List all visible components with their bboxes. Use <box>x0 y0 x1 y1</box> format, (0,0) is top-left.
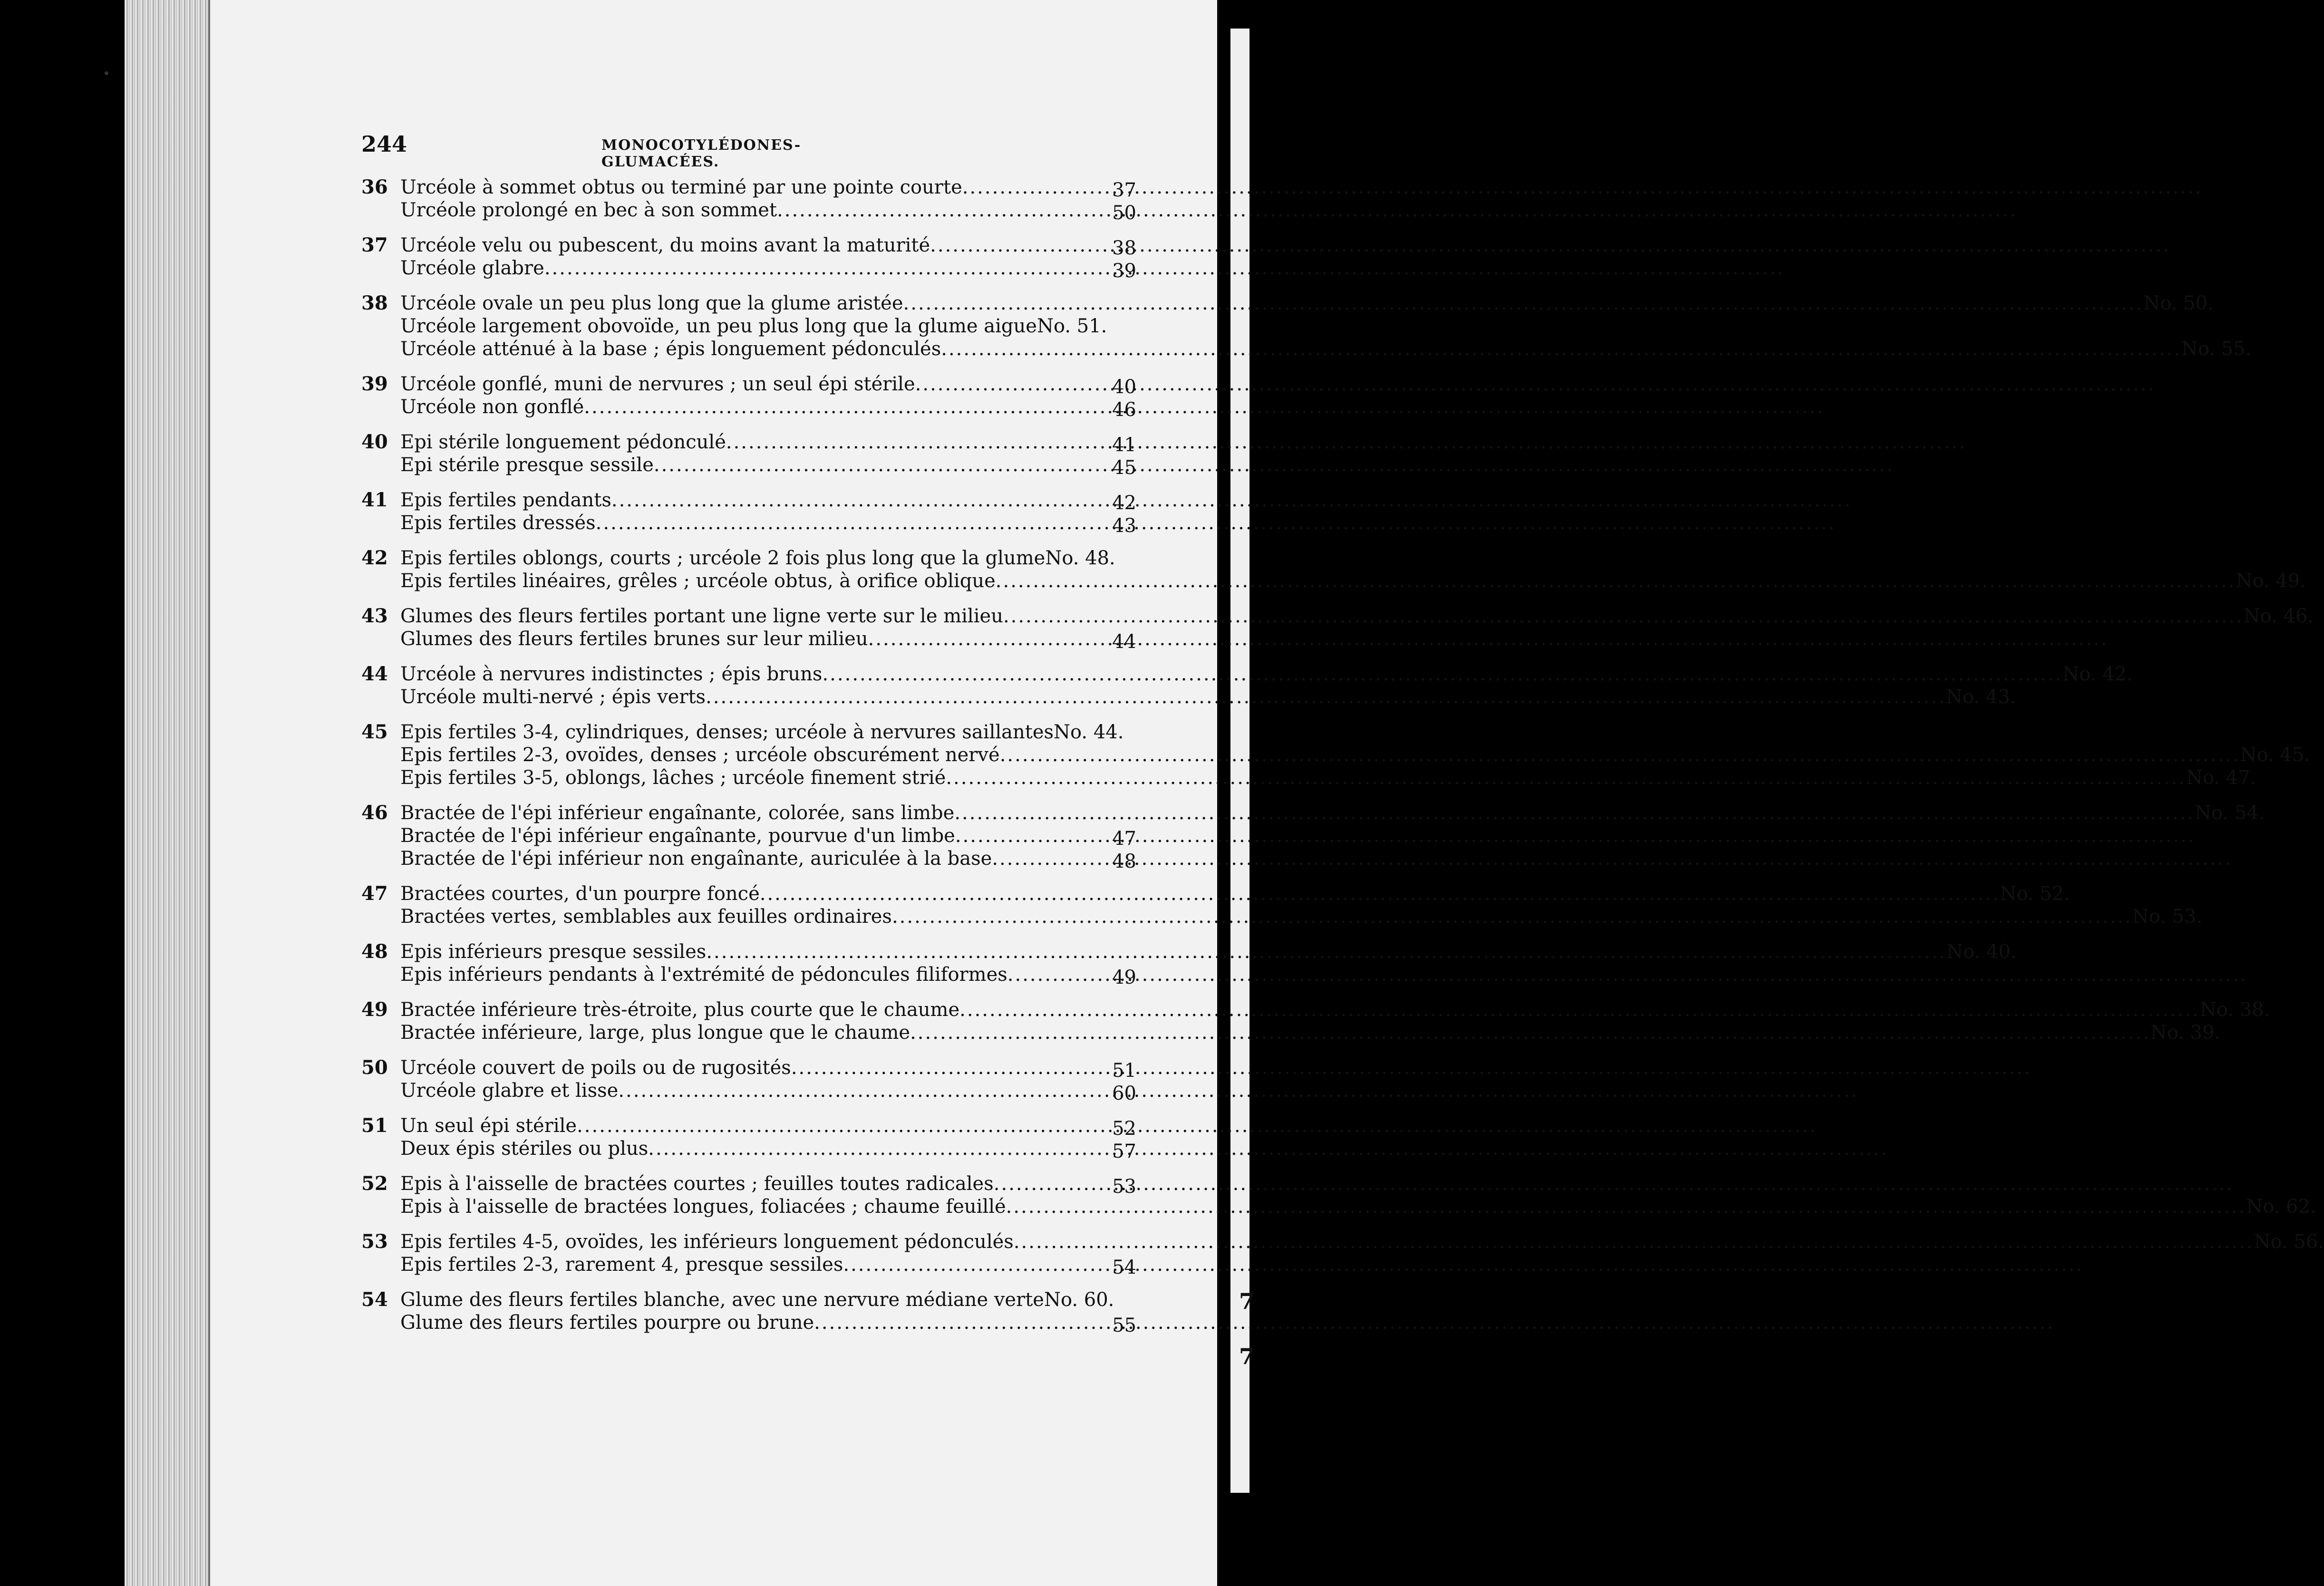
key-line <box>361 824 1136 850</box>
key-description: Epis inférieurs pendants à l'extrémité de pédoncules filiformes <box>400 964 1007 986</box>
couplet-number: 44 <box>361 663 388 685</box>
goto-couplet-number: 40 <box>1112 376 1136 398</box>
species-reference: No. 56. <box>2254 1231 2324 1253</box>
key-line-text <box>400 489 1103 512</box>
key-line <box>361 686 2016 708</box>
identification-key <box>361 176 2324 1346</box>
species-reference: No. 53. <box>2132 906 2203 928</box>
key-line-text <box>400 454 1103 476</box>
key-line-text <box>400 1172 1103 1195</box>
key-couplet <box>361 802 2265 872</box>
key-line-text <box>400 663 2133 686</box>
key-line-text <box>400 847 1103 870</box>
couplet-number: 40 <box>361 431 388 453</box>
dot-leader <box>814 1311 2054 1334</box>
dot-leader <box>654 454 1894 476</box>
key-line <box>361 766 2256 789</box>
dot-leader <box>1014 1230 2254 1253</box>
key-description: Epis à l'aisselle de bractées courtes ; feuilles toutes radicales <box>400 1173 994 1195</box>
key-description: Epis fertiles 2-3, ovoïdes, denses ; urcéole obscurément nervé <box>400 744 1000 766</box>
facing-page-number: 7 <box>1239 1344 1255 1369</box>
key-line <box>361 628 1136 653</box>
running-title: MONOCOTYLÉDONES-GLUMACÉES. <box>601 137 802 170</box>
species-reference: No. 54. <box>2195 802 2265 824</box>
dot-leader <box>903 292 2144 315</box>
key-line-text <box>400 1021 2221 1044</box>
key-couplet <box>361 489 1136 537</box>
key-description: Bractée de l'épi inférieur engaînante, colorée, sans limbe <box>400 802 955 824</box>
key-line-text <box>400 963 1103 986</box>
dot-leader <box>941 338 2181 360</box>
key-line-text <box>400 1253 1103 1276</box>
key-description: Epis fertiles 4-5, ovoïdes, les inférieurs longuement pédonculés <box>400 1231 1014 1253</box>
page-header <box>361 131 913 170</box>
key-line <box>361 963 1136 986</box>
key-couplet <box>361 940 2017 988</box>
goto-couplet-number: 47 <box>1112 828 1136 850</box>
key-line-text <box>400 605 2314 628</box>
key-description: Urcéole non gonflé <box>400 396 584 418</box>
couplet-number: 42 <box>361 547 388 569</box>
goto-couplet-number: 42 <box>1112 492 1136 514</box>
key-description: Epis inférieurs presque sessiles <box>400 941 707 963</box>
dot-leader <box>760 882 2000 905</box>
couplet-number: 53 <box>361 1230 388 1253</box>
key-description: Glume des fleurs fertiles blanche, avec une nervure médiane verte <box>400 1289 1044 1311</box>
dot-leader <box>1006 1195 2247 1218</box>
key-couplet <box>361 234 1136 280</box>
dust-speck <box>105 71 108 75</box>
couplet-number: 39 <box>361 373 388 395</box>
key-couplet <box>361 663 2133 708</box>
key-line <box>361 373 1136 396</box>
key-line-text <box>400 1056 1103 1079</box>
dot-leader <box>777 199 2017 222</box>
dot-leader <box>868 628 2109 650</box>
species-reference: No. 52. <box>2000 883 2070 905</box>
goto-couplet-number: 55 <box>1112 1315 1136 1336</box>
couplet-number: 47 <box>361 882 388 905</box>
dot-leader <box>843 1253 2083 1276</box>
key-line-text <box>400 1230 2324 1253</box>
couplet-number: 37 <box>361 234 388 256</box>
key-line <box>361 512 1136 537</box>
dot-leader <box>954 802 2195 824</box>
species-reference: No. 48. <box>1045 547 1115 569</box>
dot-leader <box>955 824 2196 847</box>
key-couplet <box>361 605 2314 653</box>
key-couplet <box>361 1230 2324 1278</box>
key-description: Urcéole multi-nervé ; épis verts <box>400 686 706 708</box>
key-description: Bractée inférieure très-étroite, plus courte que le chaume <box>400 999 960 1021</box>
key-description: Epis fertiles oblongs, courts ; urcéole 2 fois plus long que la glume <box>400 547 1046 569</box>
key-line <box>361 1172 1136 1198</box>
couplet-number: 46 <box>361 802 388 824</box>
goto-couplet-number: 39 <box>1112 260 1136 282</box>
key-line-text <box>400 547 1115 570</box>
key-description: Epi stérile presque sessile <box>400 454 654 476</box>
key-line-text <box>400 1079 1103 1102</box>
key-description: Urcéole largement obovoïde, un peu plus long que la glume aigue <box>400 315 1037 337</box>
couplet-number: 52 <box>361 1172 388 1195</box>
goto-couplet-number: 52 <box>1112 1118 1136 1140</box>
dot-leader <box>1003 605 2244 628</box>
key-couplet <box>361 1288 1136 1334</box>
key-line-text <box>400 176 1103 199</box>
key-line-text <box>400 802 2265 824</box>
couplet-number: 45 <box>361 721 388 743</box>
key-description: Urcéole prolongé en bec à son sommet <box>400 199 777 221</box>
dot-leader <box>996 570 2236 592</box>
species-reference: No. 60. <box>1044 1289 1114 1311</box>
species-reference: No. 50. <box>2143 292 2214 314</box>
dot-leader <box>892 905 2132 928</box>
key-line-text <box>400 940 2017 963</box>
key-line-text <box>400 1195 2316 1218</box>
key-line <box>361 847 1136 870</box>
couplet-number: 43 <box>361 605 388 627</box>
dot-leader <box>726 431 1966 454</box>
species-reference: No. 42. <box>2063 663 2133 685</box>
couplet-number: 38 <box>361 292 388 314</box>
couplet-number: 36 <box>361 176 388 198</box>
key-line-text <box>400 199 1103 222</box>
key-description: Urcéole couvert de poils ou de rugosités <box>400 1057 791 1079</box>
goto-couplet-number: 53 <box>1112 1176 1136 1198</box>
key-couplet <box>361 373 1136 421</box>
dot-leader <box>577 1114 1817 1137</box>
couplet-number: 51 <box>361 1114 388 1137</box>
dot-leader <box>994 1172 2234 1195</box>
key-line-text <box>400 1137 1103 1160</box>
key-line-text <box>400 998 2270 1021</box>
key-line <box>361 721 1136 744</box>
key-description: Epis à l'aisselle de bractées longues, foliacées ; chaume feuillé <box>400 1196 1006 1218</box>
goto-couplet-number: 38 <box>1112 237 1136 259</box>
couplet-number: 48 <box>361 940 388 963</box>
key-line-text <box>400 686 2016 708</box>
goto-couplet-number: 60 <box>1112 1083 1136 1104</box>
dot-leader <box>706 940 1946 963</box>
species-reference: No. 40. <box>1946 941 2017 963</box>
key-couplet <box>361 1114 1136 1160</box>
key-line-text <box>400 882 2070 905</box>
dot-leader <box>596 512 1836 534</box>
key-description: Epis fertiles 2-3, rarement 4, presque sessiles <box>400 1254 843 1276</box>
key-description: Glumes des fleurs fertiles brunes sur leur milieu <box>400 628 868 650</box>
key-description: Urcéole velu ou pubescent, du moins avant la maturité <box>400 234 930 256</box>
key-line <box>361 454 1136 479</box>
dot-leader <box>946 766 2186 789</box>
key-line-text <box>400 396 1103 418</box>
key-line <box>361 315 1136 338</box>
key-line-text <box>400 1288 1114 1311</box>
key-couplet <box>361 292 2252 360</box>
key-description: Epi stérile longuement pédonculé <box>400 431 726 453</box>
key-description: Deux épis stériles ou plus <box>400 1138 649 1160</box>
dot-leader <box>1000 744 2240 766</box>
key-line-text <box>400 373 1103 396</box>
key-couplet <box>361 547 2306 592</box>
dot-leader <box>915 373 2156 396</box>
dot-leader <box>962 176 2203 199</box>
key-description: Epis fertiles linéaires, grêles ; urcéole obtus, à orifice oblique <box>400 570 996 592</box>
key-line <box>361 396 1136 421</box>
dot-leader <box>822 663 2063 686</box>
couplet-number: 54 <box>361 1288 388 1311</box>
book-page-edges <box>125 0 210 1586</box>
key-line-text <box>400 1311 1103 1334</box>
key-description: Bractée inférieure, large, plus longue que le chaume <box>400 1022 910 1044</box>
goto-couplet-number: 51 <box>1112 1060 1136 1082</box>
key-description: Epis fertiles 3-5, oblongs, lâches ; urcéole finement strié <box>400 767 946 789</box>
key-line <box>361 882 2070 905</box>
goto-couplet-number: 44 <box>1112 631 1136 653</box>
key-line-text <box>400 338 2252 360</box>
key-line <box>361 605 2314 628</box>
goto-couplet-number: 43 <box>1112 515 1136 537</box>
key-couplet <box>361 998 2270 1044</box>
key-line <box>361 257 1136 280</box>
dot-leader <box>1007 963 2248 986</box>
key-description: Urcéole glabre et lisse <box>400 1080 619 1102</box>
key-description: Urcéole atténué à la base ; épis longuement pédonculés <box>400 338 941 360</box>
key-line-text <box>400 315 1107 338</box>
dot-leader <box>706 686 1946 708</box>
key-line-text <box>400 570 2306 592</box>
key-line-text <box>400 744 2310 766</box>
dot-leader <box>584 396 1824 418</box>
couplet-number: 41 <box>361 489 388 511</box>
species-reference: No. 46. <box>2243 605 2314 627</box>
key-line <box>361 1253 1136 1276</box>
key-line-text <box>400 1114 1103 1137</box>
goto-couplet-number: 48 <box>1112 851 1136 872</box>
key-couplet <box>361 721 2310 789</box>
dot-leader <box>544 257 1785 280</box>
key-line-text <box>400 234 1103 257</box>
key-description: Epis fertiles pendants <box>400 489 611 511</box>
key-line-text <box>400 824 1103 847</box>
key-line <box>361 1079 1136 1102</box>
key-line <box>361 1137 1136 1160</box>
key-line <box>361 802 2265 824</box>
key-description: Urcéole glabre <box>400 257 544 279</box>
key-couplet <box>361 1172 2316 1218</box>
dot-leader <box>959 998 2200 1021</box>
key-couplet <box>361 1056 1136 1102</box>
key-line <box>361 940 2017 963</box>
dot-leader <box>618 1079 1859 1102</box>
key-line <box>361 234 1136 257</box>
key-line <box>361 338 2252 360</box>
goto-couplet-number: 37 <box>1112 179 1136 201</box>
key-line <box>361 663 2133 686</box>
dot-leader <box>611 489 1852 512</box>
key-description: Epis fertiles dressés <box>400 512 596 534</box>
key-line-text <box>400 628 1103 650</box>
goto-couplet-number: 54 <box>1112 1257 1136 1278</box>
goto-couplet-number: 46 <box>1112 399 1136 421</box>
key-line <box>361 292 2214 315</box>
key-description: Epis fertiles 3-4, cylindriques, denses; urcéole à nervures saillantes <box>400 721 1054 743</box>
key-line <box>361 905 2203 928</box>
key-line <box>361 199 1136 222</box>
key-description: Un seul épi stérile <box>400 1115 577 1137</box>
goto-couplet-number: 49 <box>1112 967 1136 988</box>
key-line-text <box>400 766 2256 789</box>
key-line-text <box>400 905 2203 928</box>
key-line <box>361 489 1136 512</box>
key-line-text <box>400 721 1124 744</box>
couplet-number: 50 <box>361 1056 388 1079</box>
key-line-text <box>400 512 1103 534</box>
dot-leader <box>791 1056 2032 1079</box>
key-description: Urcéole ovale un peu plus long que la glume aristée <box>400 292 903 314</box>
key-description: Urcéole à nervures indistinctes ; épis bruns <box>400 663 823 685</box>
key-line <box>361 1195 2316 1218</box>
key-line-text <box>400 292 2214 315</box>
page-number: 244 <box>361 131 407 157</box>
species-reference: No. 38. <box>2199 999 2270 1021</box>
key-line <box>361 431 1136 454</box>
species-reference: No. 49. <box>2236 570 2306 592</box>
key-line <box>361 1056 1136 1082</box>
goto-couplet-number: 41 <box>1112 434 1136 456</box>
key-line-text <box>400 431 1103 454</box>
key-couplet <box>361 176 1136 222</box>
key-description: Bractées vertes, semblables aux feuilles ordinaires <box>400 906 892 928</box>
goto-couplet-number: 57 <box>1112 1141 1136 1162</box>
couplet-number: 49 <box>361 998 388 1021</box>
species-reference: No. 44. <box>1054 721 1124 743</box>
key-line <box>361 744 2310 766</box>
species-reference: No. 62. <box>2246 1196 2316 1218</box>
key-line <box>361 1114 1136 1140</box>
key-description: Bractée de l'épi inférieur non engaînante, auriculée à la base <box>400 848 992 870</box>
species-reference: No. 45. <box>2240 744 2310 766</box>
key-line-text <box>400 257 1103 280</box>
key-line <box>361 570 2306 592</box>
key-line <box>361 1230 2324 1253</box>
species-reference: No. 47. <box>2186 767 2256 789</box>
key-couplet <box>361 882 2203 928</box>
key-description: Glumes des fleurs fertiles portant une ligne verte sur le milieu <box>400 605 1003 627</box>
dot-leader <box>910 1021 2150 1044</box>
key-line <box>361 176 1136 199</box>
species-reference: No. 55. <box>2181 338 2252 360</box>
key-couplet <box>361 431 1136 479</box>
facing-page-number: 7 <box>1239 1288 1255 1314</box>
key-line <box>361 1311 1136 1334</box>
goto-couplet-number: 45 <box>1112 457 1136 479</box>
key-description: Bractées courtes, d'un pourpre foncé <box>400 883 760 905</box>
key-description: Urcéole gonflé, muni de nervures ; un seul épi stérile <box>400 373 915 395</box>
key-line <box>361 998 2270 1021</box>
species-reference: No. 39. <box>2150 1022 2221 1044</box>
key-description: Bractée de l'épi inférieur engaînante, pourvue d'un limbe <box>400 825 955 847</box>
dot-leader <box>648 1137 1888 1160</box>
key-description: Glume des fleurs fertiles pourpre ou brune <box>400 1312 814 1334</box>
goto-couplet-number: 50 <box>1112 202 1136 224</box>
key-line <box>361 1021 2221 1044</box>
key-description: Urcéole à sommet obtus ou terminé par une pointe courte <box>400 176 962 198</box>
key-line <box>361 1288 1136 1311</box>
species-reference: No. 51. <box>1036 315 1107 337</box>
species-reference: No. 43. <box>1946 686 2016 708</box>
key-line <box>361 547 1136 570</box>
dot-leader <box>992 847 2232 870</box>
